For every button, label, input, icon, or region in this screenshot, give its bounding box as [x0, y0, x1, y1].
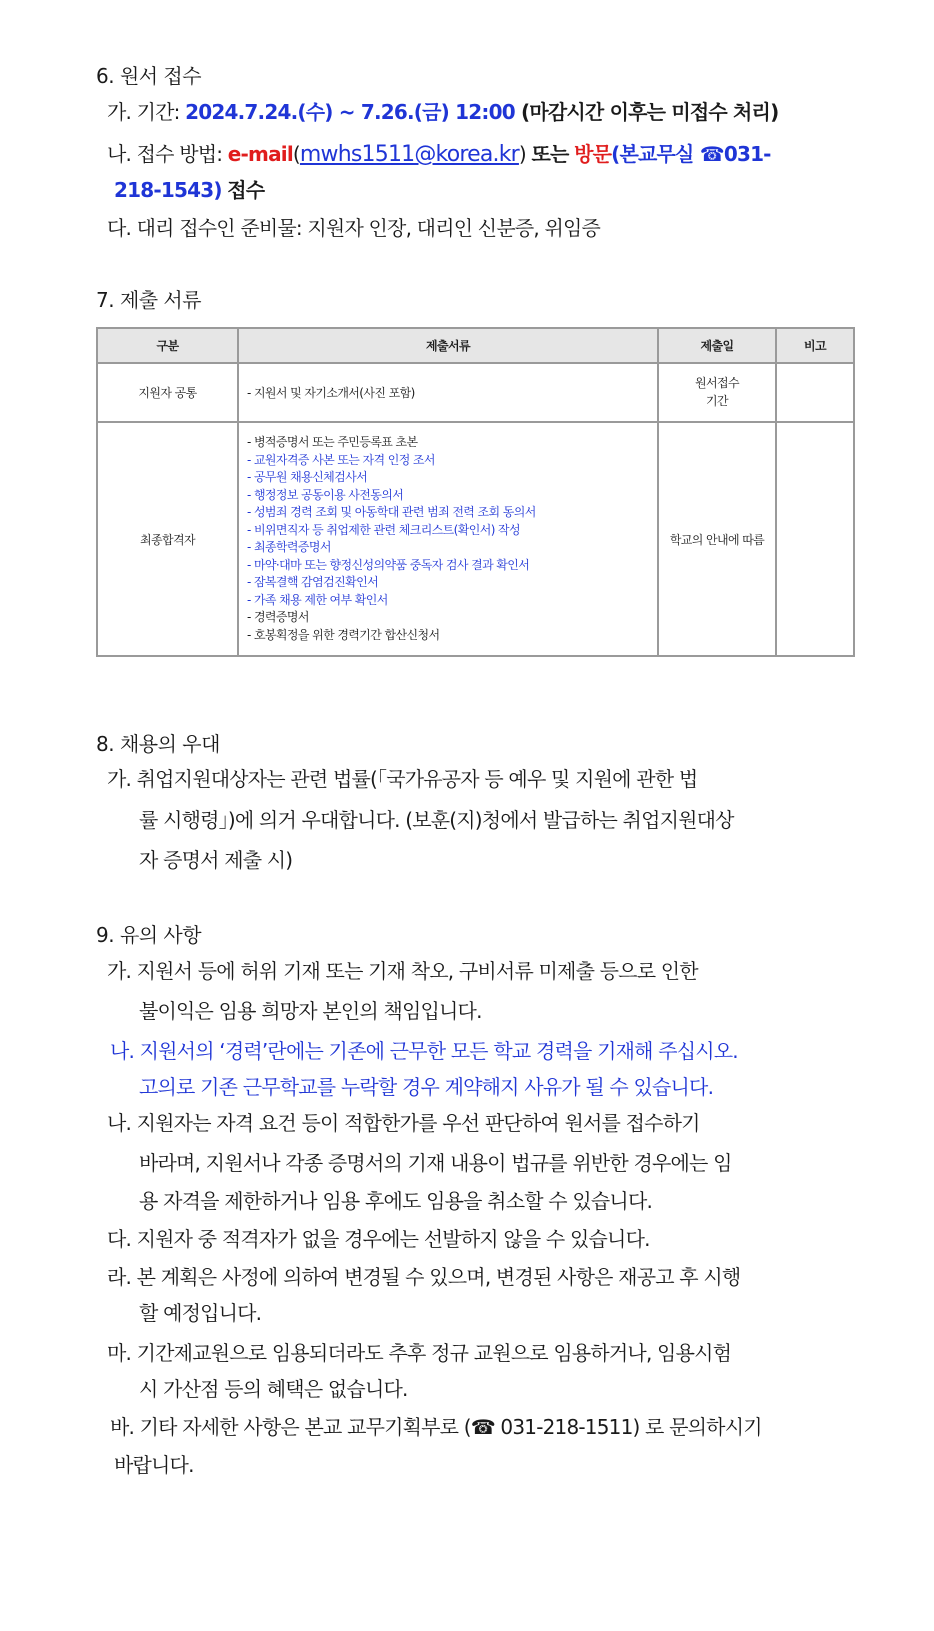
section-6-heading: 6. 원서 접수 [96, 64, 202, 88]
doc-item: - 최종학력증명서 [247, 540, 331, 554]
notice-contact: 바. 기타 자세한 사항은 본교 교무기획부로 (☎ 031-218-1511) 로 문의하시기 [110, 1415, 762, 1439]
doc-item: - 공무원 채용신체검사서 [247, 470, 368, 484]
row1-category: 지원자 공통 [97, 363, 238, 422]
notice-a: 가. 지원서 등에 허위 기재 또는 기재 착오, 구비서류 미제출 등으로 인한 [107, 959, 698, 983]
notice-plan-change: 라. 본 계획은 사정에 의하여 변경될 수 있으며, 변경된 사항은 재공고 후 시행 [107, 1265, 741, 1289]
row2-date: 학교의 안내에 따름 [658, 422, 776, 656]
section-8-heading: 8. 채용의 우대 [96, 732, 220, 756]
row2-note [776, 422, 854, 656]
notice-career-cont: 고의로 기존 근무학교를 누락할 경우 계약해지 사유가 될 수 있습니다. [139, 1075, 714, 1099]
preference-line: 가. 취업지원대상자는 관련 법률(「국가유공자 등 예우 및 지원에 관한 법 [107, 767, 698, 791]
doc-item: - 교원자격증 사본 또는 자격 인정 조서 [247, 452, 435, 467]
documents-table [96, 327, 855, 657]
notice-career: 나. 지원서의 ‘경력’란에는 기존에 근무한 모든 학교 경력을 기재해 주십시오. [110, 1039, 738, 1063]
doc-item: - 호봉획정을 위한 경력기간 합산신청서 [247, 627, 440, 642]
doc-item: - 마약·대마 또는 향정신성의약품 중독자 검사 결과 확인서 [247, 557, 530, 572]
notice-qualification-cont: 용 자격을 제한하거나 임용 후에도 임용을 취소할 수 있습니다. [139, 1189, 653, 1213]
col-category: 구분 [97, 328, 238, 363]
notice-qualification-cont: 바라며, 지원서나 각종 증명서의 기재 내용이 법규를 위반한 경우에는 임 [139, 1151, 732, 1175]
doc-item: - 행정정보 공동이용 사전동의서 [247, 487, 404, 502]
table-row [97, 363, 854, 422]
col-note: 비고 [776, 328, 854, 363]
method-label: 나. 접수 방법: [107, 142, 228, 166]
notice-no-bonus-cont: 시 가산점 등의 혜택은 없습니다. [139, 1377, 408, 1401]
proxy-requirements: 다. 대리 접수인 준비물: 지원자 인장, 대리인 신분증, 위임증 [107, 216, 601, 240]
section-9-heading: 9. 유의 사항 [96, 923, 202, 947]
notice-no-candidate: 다. 지원자 중 적격자가 없을 경우에는 선발하지 않을 수 있습니다. [107, 1227, 650, 1251]
notice-qualification: 나. 지원자는 자격 요건 등이 적합한가를 우선 판단하여 원서를 접수하기 [107, 1111, 700, 1135]
method-visit: 방문 [574, 142, 612, 166]
method-visit-detail-2: 218-1543) [114, 178, 222, 202]
notice-no-bonus: 마. 기간제교원으로 임용되더라도 추후 정규 교원으로 임용하거나, 임용시험 [107, 1341, 732, 1365]
col-documents: 제출서류 [238, 328, 658, 363]
row1-date: 원서접수 기간 [658, 363, 776, 422]
col-date: 제출일 [658, 328, 776, 363]
notice-contact-cont: 바랍니다. [114, 1453, 194, 1477]
method-email: e-mail [227, 142, 293, 166]
table-header-row [97, 328, 854, 363]
row1-note [776, 363, 854, 422]
section-7-heading: 7. 제출 서류 [96, 288, 202, 312]
email-link[interactable]: mwhs1511@korea.kr [299, 142, 519, 167]
preference-line: 률 시행령」)에 의거 우대합니다. (보훈(지)청에서 발급하는 취업지원대상 [139, 808, 734, 832]
preference-line: 자 증명서 제출 시) [139, 848, 293, 872]
doc-item: - 비위면직자 등 취업제한 관련 체크리스트(확인서) 작성 [247, 522, 521, 537]
doc-item: - 잠복결핵 감염검진확인서 [247, 575, 379, 589]
doc-item: - 가족 채용 제한 여부 확인서 [247, 592, 388, 607]
table-row [97, 422, 854, 656]
doc-item: - 성범죄 경력 조회 및 아동학대 관련 범죄 전력 조회 동의서 [247, 505, 536, 519]
application-period [107, 99, 778, 125]
notice-plan-change-cont: 할 예정입니다. [139, 1301, 262, 1325]
method-visit-detail: (본교무실 ☎031- [611, 142, 771, 166]
method-end: 접수 [227, 178, 265, 202]
period-value: 2024.7.24.(수) ~ 7.26.(금) 12:00 [185, 100, 515, 124]
notice-a-cont: 불이익은 임용 희망자 본인의 책임입니다. [139, 999, 482, 1023]
row2-docs [238, 422, 658, 656]
application-method-cont [114, 177, 264, 203]
doc-item: - 경력증명서 [247, 610, 309, 624]
period-label: 가. 기간: [107, 100, 186, 124]
period-note: (마감시간 이후는 미접수 처리) [514, 100, 779, 124]
application-method: 나. 접수 방법: e-mail(mwhs1511@korea.kr) 또는 방문(본교무실 ☎031- [107, 142, 771, 167]
row1-docs: - 지원서 및 자기소개서(사진 포함) [238, 363, 658, 422]
method-or: 또는 [531, 142, 569, 166]
doc-item: - 병적증명서 또는 주민등록표 초본 [247, 435, 418, 449]
row2-category: 최종합격자 [97, 422, 238, 656]
